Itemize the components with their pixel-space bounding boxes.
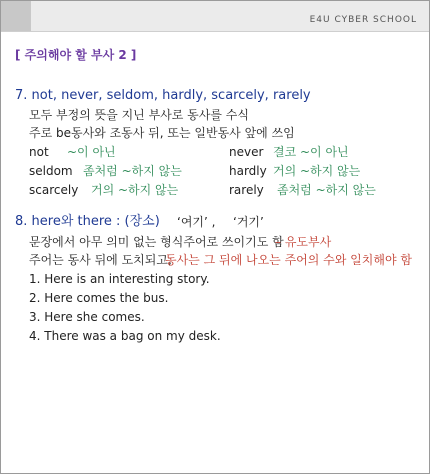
section-title: [ 주의해야 할 부사 2 ] bbox=[15, 48, 137, 62]
meaning-hardly: 거의 ~하지 않는 bbox=[273, 164, 361, 178]
item8-line1-highlight: – 유도부사 bbox=[275, 235, 332, 249]
item7-description-1: 모두 부정의 뜻을 지닌 부사로 동사를 수식 bbox=[29, 108, 249, 122]
word-scarcely: scarcely bbox=[29, 183, 79, 197]
item7-heading: 7. not, never, seldom, hardly, scarcely, rarely bbox=[15, 88, 311, 103]
meaning-not: ~이 아닌 bbox=[67, 145, 116, 159]
header-band bbox=[1, 1, 429, 31]
example-sentence-3: 3. Here she comes. bbox=[29, 310, 145, 324]
example-sentence-1: 1. Here is an interesting story. bbox=[29, 272, 210, 286]
header-divider bbox=[1, 31, 429, 32]
item8-line2-text: 주어는 동사 뒤에 도치되고, bbox=[29, 253, 172, 267]
item8-line2-highlight: 동사는 그 뒤에 나오는 주어의 수와 일치해야 함 bbox=[165, 253, 412, 267]
item8-meaning-here: ‘여기’ , bbox=[177, 215, 216, 229]
item8-heading: 8. here와 there : (장소) bbox=[15, 214, 160, 229]
meaning-seldom: 좀처럼 ~하지 않는 bbox=[83, 164, 182, 178]
meaning-scarcely: 거의 ~하지 않는 bbox=[91, 183, 179, 197]
word-rarely: rarely bbox=[229, 183, 264, 197]
brand-label: E4U CYBER SCHOOL bbox=[309, 15, 417, 25]
example-sentence-2: 2. Here comes the bus. bbox=[29, 291, 169, 305]
example-sentence-4: 4. There was a bag on my desk. bbox=[29, 329, 221, 343]
word-not: not bbox=[29, 145, 49, 159]
item8-line1-text: 문장에서 아무 의미 없는 형식주어로 쓰이기도 함 bbox=[29, 235, 284, 249]
item8-meaning-there: ‘거기’ bbox=[233, 215, 264, 229]
word-hardly: hardly bbox=[229, 164, 267, 178]
word-never: never bbox=[229, 145, 264, 159]
word-seldom: seldom bbox=[29, 164, 73, 178]
meaning-never: 결코 ~이 아닌 bbox=[273, 145, 349, 159]
header-corner-block bbox=[1, 1, 31, 31]
item7-description-2: 주로 be동사와 조동사 뒤, 또는 일반동사 앞에 쓰임 bbox=[29, 126, 295, 140]
meaning-rarely: 좀처럼 ~하지 않는 bbox=[277, 183, 376, 197]
